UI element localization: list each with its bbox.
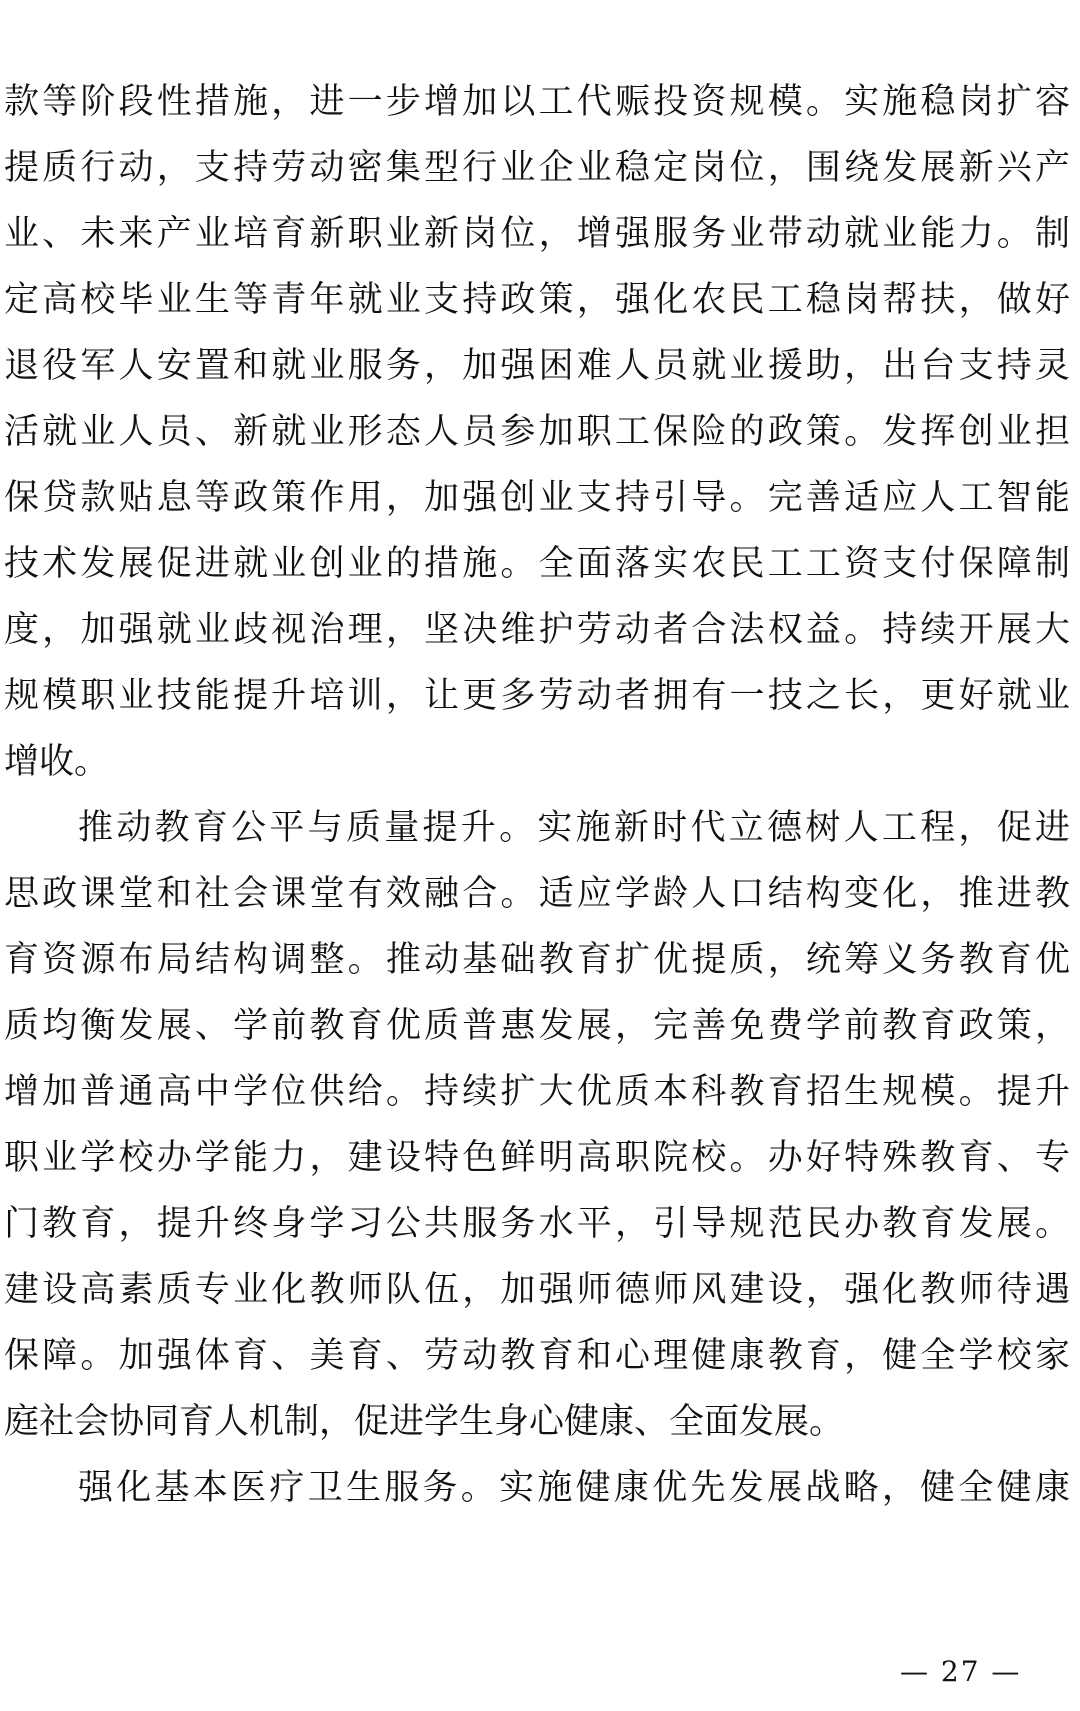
body-text-line: 育资源布局结构调整。推动基础教育扩优提质，统筹义务教育优 <box>4 940 1070 980</box>
body-text-line: 保障。加强体育、美育、劳动教育和心理健康教育，健全学校家 <box>4 1336 1070 1376</box>
body-text-line: 规模职业技能提升培训，让更多劳动者拥有一技之长，更好就业 <box>4 676 1070 716</box>
body-text-line: 退役军人安置和就业服务，加强困难人员就业援助，出台支持灵 <box>4 346 1070 386</box>
body-text-line: 技术发展促进就业创业的措施。全面落实农民工工资支付保障制 <box>4 544 1070 584</box>
body-text-line: 保贷款贴息等政策作用，加强创业支持引导。完善适应人工智能 <box>4 478 1070 518</box>
body-text-line: 定高校毕业生等青年就业支持政策，强化农民工稳岗帮扶，做好 <box>4 280 1070 320</box>
body-text-line: 款等阶段性措施，进一步增加以工代赈投资规模。实施稳岗扩容 <box>4 82 1070 122</box>
page-number: — 27 — <box>900 1655 1022 1688</box>
body-text-line: 门教育，提升终身学习公共服务水平，引导规范民办教育发展。 <box>4 1204 1070 1244</box>
body-text-line: 业、未来产业培育新职业新岗位，增强服务业带动就业能力。制 <box>4 214 1070 254</box>
body-text-line: 度，加强就业歧视治理，坚决维护劳动者合法权益。持续开展大 <box>4 610 1070 650</box>
body-text-line: 庭社会协同育人机制，促进学生身心健康、全面发展。 <box>4 1402 845 1442</box>
body-text-line: 职业学校办学能力，建设特色鲜明高职院校。办好特殊教育、专 <box>4 1138 1070 1178</box>
body-text-line: 强化基本医疗卫生服务。实施健康优先发展战略，健全健康 <box>78 1468 1070 1508</box>
body-text-line: 思政课堂和社会课堂有效融合。适应学龄人口结构变化，推进教 <box>4 874 1070 914</box>
body-text-line: 提质行动，支持劳动密集型行业企业稳定岗位，围绕发展新兴产 <box>4 148 1070 188</box>
body-text-line: 增加普通高中学位供给。持续扩大优质本科教育招生规模。提升 <box>4 1072 1070 1112</box>
body-text-line: 质均衡发展、学前教育优质普惠发展，完善免费学前教育政策， <box>4 1006 1070 1046</box>
body-text-line: 活就业人员、新就业形态人员参加职工保险的政策。发挥创业担 <box>4 412 1070 452</box>
body-text-line: 推动教育公平与质量提升。实施新时代立德树人工程，促进 <box>78 808 1070 848</box>
body-text-line: 增收。 <box>4 742 110 782</box>
body-text-line: 建设高素质专业化教师队伍，加强师德师风建设，强化教师待遇 <box>4 1270 1070 1310</box>
